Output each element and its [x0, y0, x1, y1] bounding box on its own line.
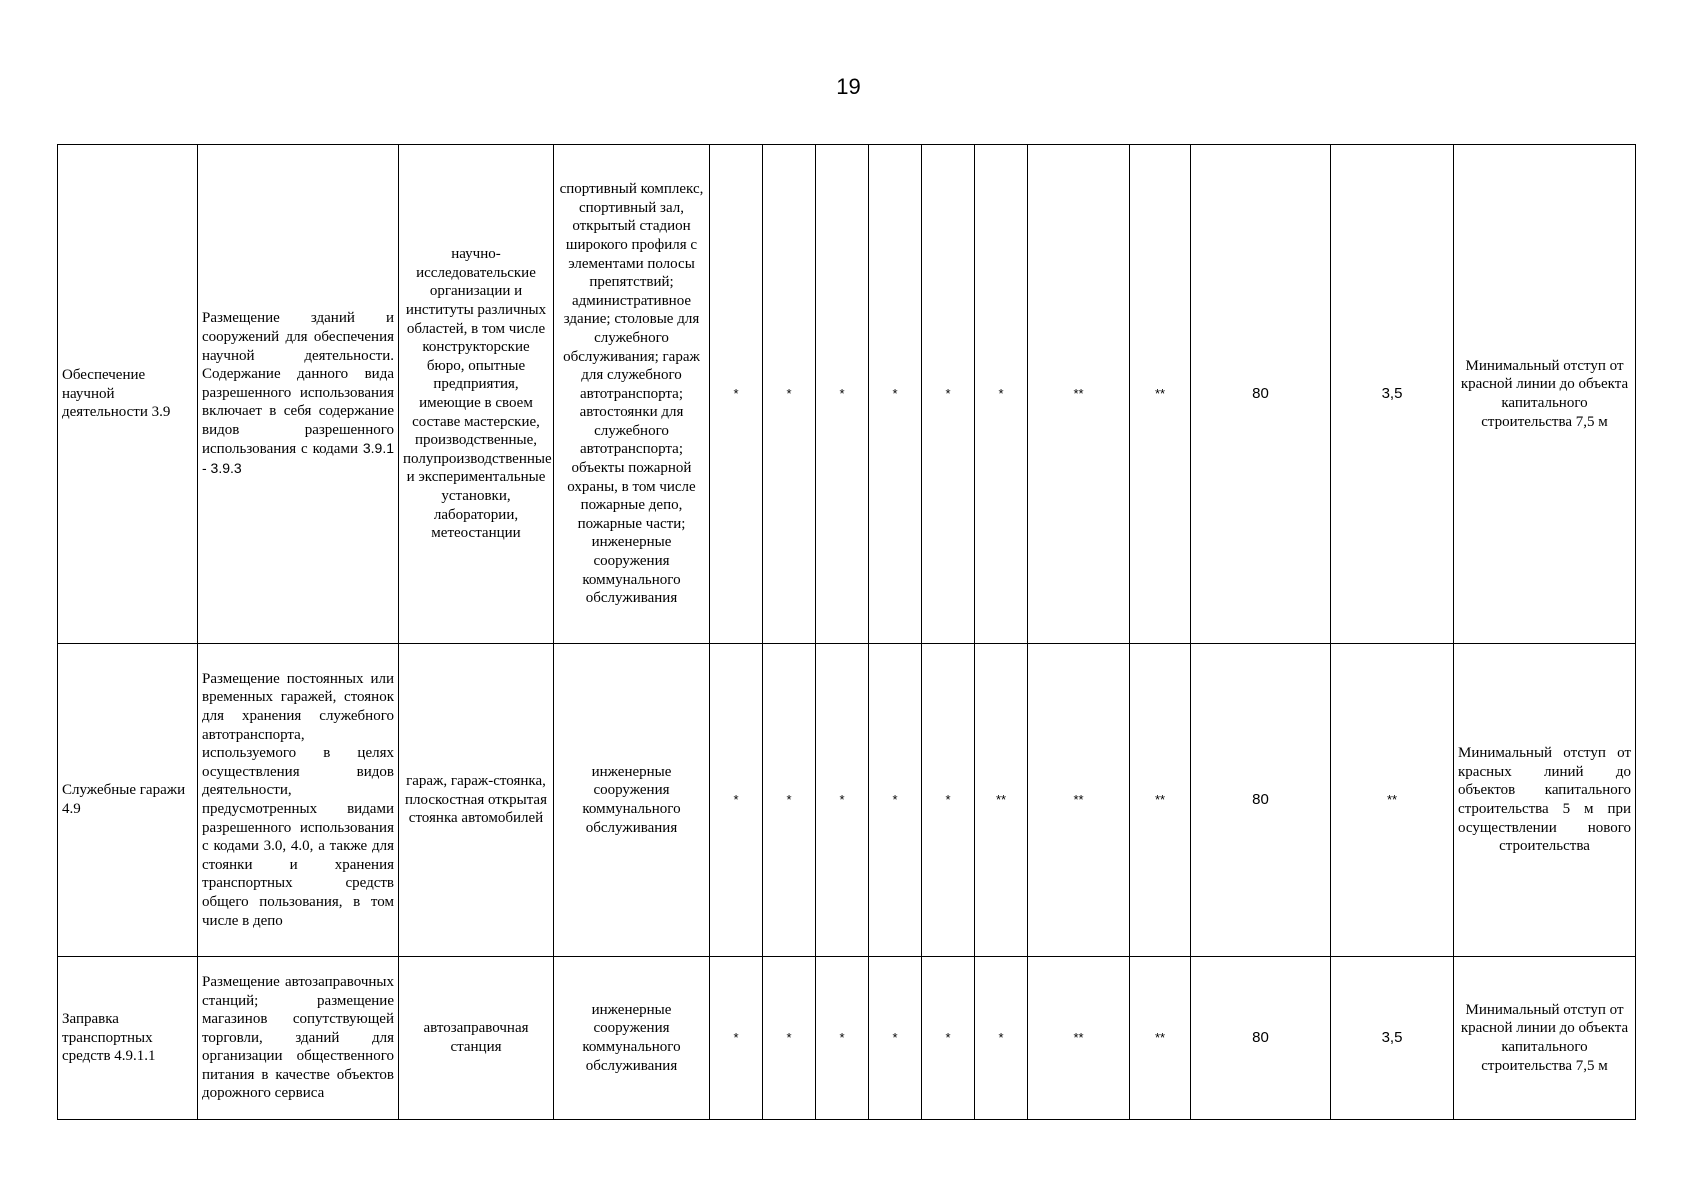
- land-use-table: [57, 144, 1636, 1120]
- param-cell: *: [763, 957, 816, 1120]
- table-row: [58, 957, 1636, 1120]
- param-cell: *: [816, 644, 869, 957]
- use-name: Служебные гаражи 4.9: [58, 644, 198, 957]
- use-description: Размещение постоянных или временных гаражей, стоянок для хранения служебного автотранспорта, используемого в целях осуществления видов деятельности, предусмотренных видами разрешенного использования с кодами 3.0, 4.0, а также для стоянки и хранения транспортных средств общего пользования, в том числе в депо: [198, 644, 399, 957]
- table-row: [58, 644, 1636, 957]
- auxiliary-uses: инженерные сооружения коммунального обслуживания: [554, 644, 710, 957]
- param-cell: *: [763, 644, 816, 957]
- use-description: [198, 145, 399, 644]
- note: Минимальный отступ от красной линии до объекта капитального строительства 7,5 м: [1454, 145, 1636, 644]
- param-cell: **: [975, 644, 1028, 957]
- param-cell: *: [869, 145, 922, 644]
- param-cell: *: [763, 145, 816, 644]
- description-codes: 3.9.1 - 3.9.3: [202, 440, 394, 477]
- max-percent: 80: [1191, 145, 1331, 644]
- param-cell: *: [710, 145, 763, 644]
- param-cell: *: [816, 145, 869, 644]
- auxiliary-uses: спортивный комплекс, спортивный зал, открытый стадион широкого профиля с элементами полосы препятствий; административное здание; столовые для служебного обслуживания; гараж для служебного автотранспорта; автостоянки для служебного автотранспорта; объекты пожарной охраны, в том числе пожарные депо, пожарные части; инженерные сооружения коммунального обслуживания: [554, 145, 710, 644]
- param-cell: *: [816, 957, 869, 1120]
- param-cell: **: [1130, 644, 1191, 957]
- main-uses: гараж, гараж-стоянка, плоскостная открытая стоянка автомобилей: [399, 644, 554, 957]
- max-percent: 80: [1191, 644, 1331, 957]
- use-description: Размещение автозаправочных станций; размещение магазинов сопутствующей торговли, зданий для организации общественного питания в качестве объектов дорожного сервиса: [198, 957, 399, 1120]
- ratio-value: 3,5: [1331, 957, 1454, 1120]
- table-row: [58, 145, 1636, 644]
- param-cell: *: [710, 957, 763, 1120]
- param-cell: **: [1130, 957, 1191, 1120]
- note: Минимальный отступ от красных линий до объектов капитального строительства 5 м при осуществлении нового строительства: [1454, 644, 1636, 957]
- main-uses: научно-исследовательские организации и институты различных областей, в том числе конструкторские бюро, опытные предприятия, имеющие в своем составе мастерские, производственные, полупроизводственные и экспериментальные установки, лаборатории, метеостанции: [399, 145, 554, 644]
- use-name: Обеспечение научной деятельности 3.9: [58, 145, 198, 644]
- param-cell: **: [1130, 145, 1191, 644]
- param-cell: *: [869, 957, 922, 1120]
- param-cell: *: [710, 644, 763, 957]
- param-cell: *: [922, 644, 975, 957]
- max-percent: 80: [1191, 957, 1331, 1120]
- param-cell: *: [975, 145, 1028, 644]
- param-cell: **: [1028, 145, 1130, 644]
- note: Минимальный отступ от красной линии до объекта капитального строительства 7,5 м: [1454, 957, 1636, 1120]
- use-name: Заправка транспортных средств 4.9.1.1: [58, 957, 198, 1120]
- ratio-value: **: [1331, 644, 1454, 957]
- param-cell: **: [1028, 644, 1130, 957]
- page-number: 19: [836, 74, 861, 99]
- ratio-value: 3,5: [1331, 145, 1454, 644]
- param-cell: *: [975, 957, 1028, 1120]
- param-cell: *: [922, 957, 975, 1120]
- param-cell: *: [869, 644, 922, 957]
- main-uses: автозаправочная станция: [399, 957, 554, 1120]
- description-text: Размещение зданий и сооружений для обеспечения научной деятельности. Содержание данного вида разрешенного использования включает в себя содержание видов разрешенного использования с кодами: [202, 310, 394, 458]
- auxiliary-uses: инженерные сооружения коммунального обслуживания: [554, 957, 710, 1120]
- param-cell: *: [922, 145, 975, 644]
- param-cell: **: [1028, 957, 1130, 1120]
